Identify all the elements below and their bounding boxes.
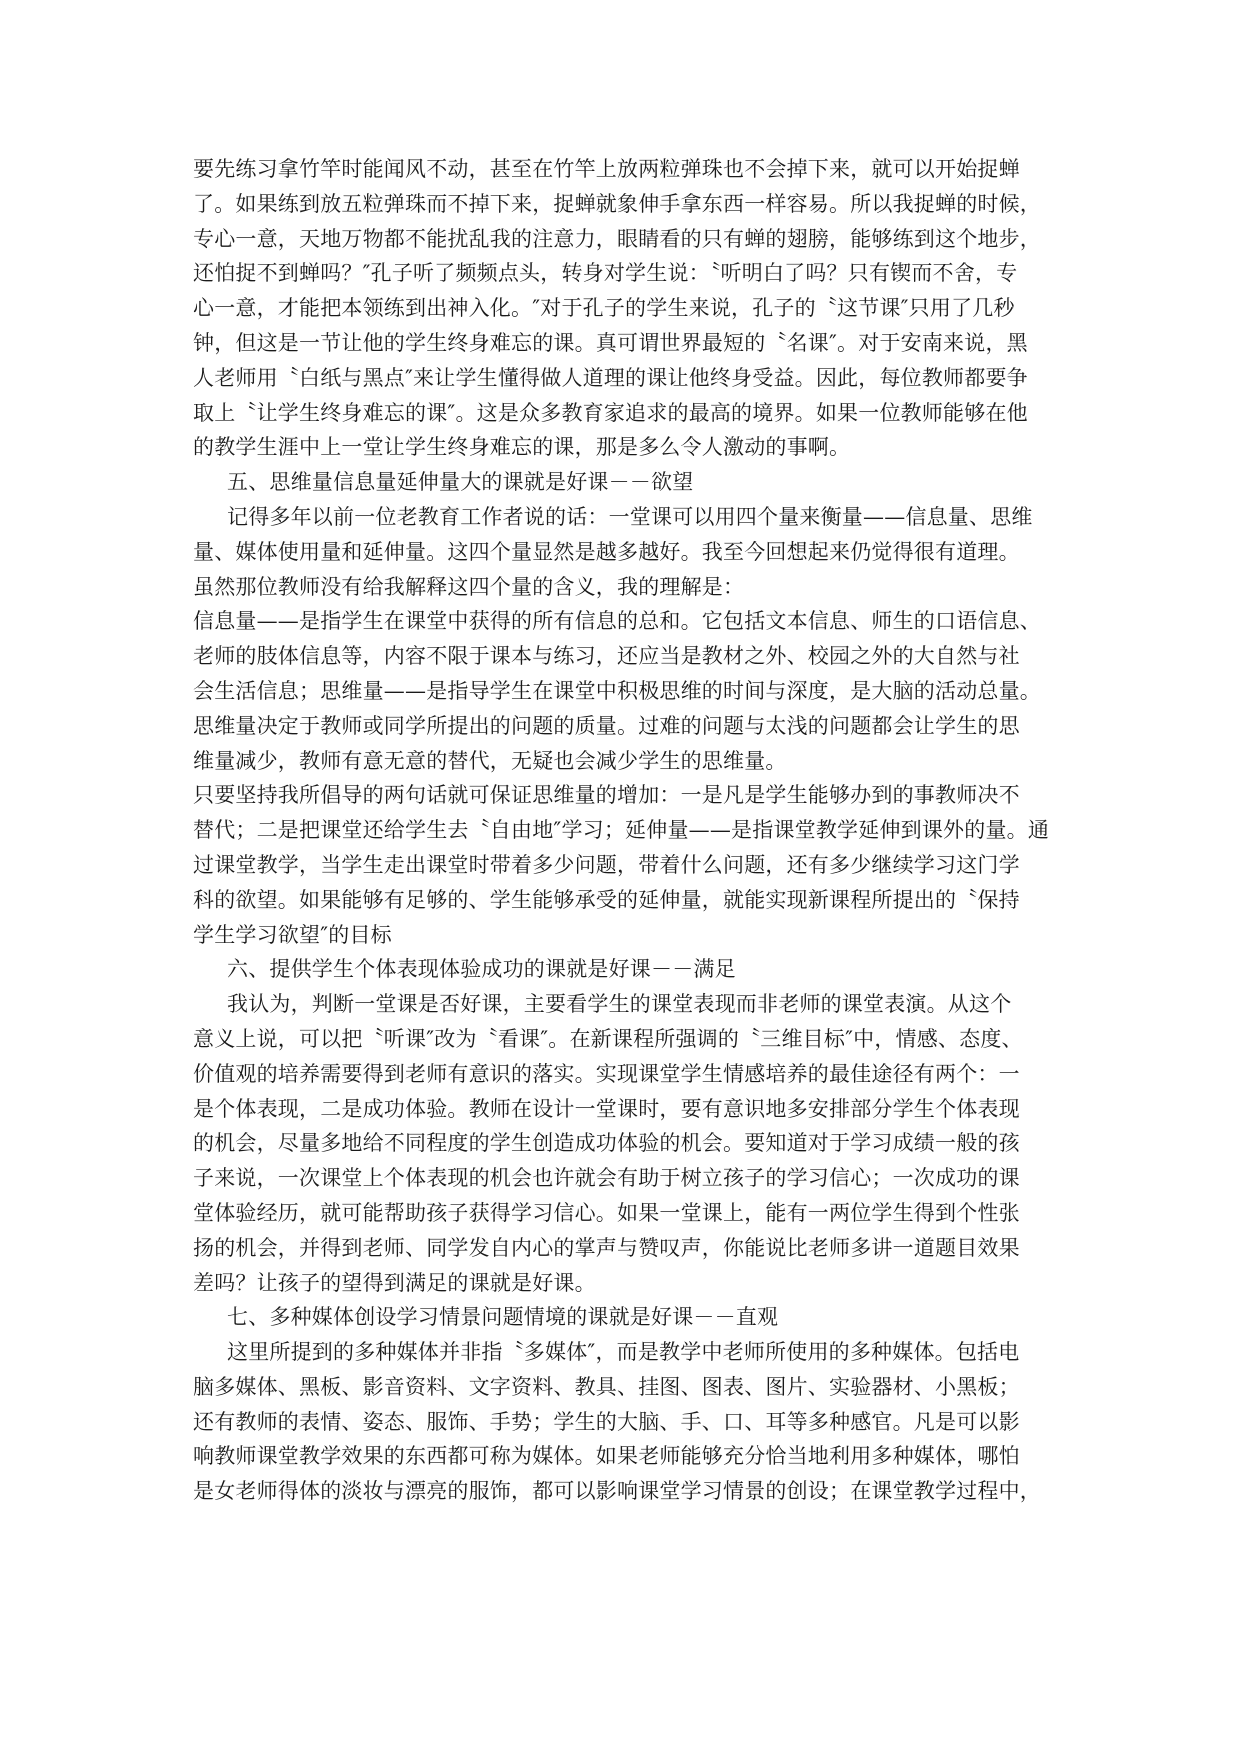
text-line: 了。如果练到放五粒弹珠而不掉下来，捉蝉就象伸手拿东西一样容易。所以我捉蝉的时候， [193, 191, 1041, 216]
text-line: 要先练习拿竹竿时能闻风不动，甚至在竹竿上放两粒弹珠也不会掉下来，就可以开始捉蝉 [193, 157, 1020, 181]
paragraph-start-line: 六、提供学生个体表现体验成功的课就是好课－－满足 [227, 957, 736, 982]
text-line: 价值观的培养需要得到老师有意识的落实。实现课堂学生情感培养的最佳途径有两个：一 [193, 1061, 1020, 1086]
text-line: 会生活信息；思维量——是指导学生在课堂中积极思维的时间与深度，是大脑的活动总量。 [193, 678, 1041, 703]
text-line: 还怕捉不到蝉吗？″孔子听了频频点头，转身对学生说：〝听明白了吗？只有锲而不舍，专 [193, 261, 1018, 286]
text-line: 堂体验经历，就可能帮助孩子获得学习信心。如果一堂课上，能有一两位学生得到个性张 [193, 1200, 1020, 1225]
text-line: 意义上说，可以把〝听课″改为〝看课″。在新课程所强调的〝三维目标″中，情感、态度、 [193, 1026, 1023, 1051]
text-line: 钟，但这是一节让他的学生终身难忘的课。真可谓世界最短的〝名课″。对于安南来说，黑 [193, 330, 1028, 355]
paragraph-start-line: 七、多种媒体创设学习情景问题情境的课就是好课－－直观 [227, 1305, 779, 1330]
paragraph-start-line: 记得多年以前一位老教育工作者说的话：一堂课可以用四个量来衡量——信息量、思维 [227, 504, 1033, 529]
paragraph-start-line: 这里所提到的多种媒体并非指〝多媒体″，而是教学中老师所使用的多种媒体。包括电 [227, 1340, 1020, 1365]
text-line: 的机会，尽量多地给不同程度的学生创造成功体验的机会。要知道对于学习成绩一般的孩 [193, 1131, 1020, 1156]
text-line: 老师的肢体信息等，内容不限于课本与练习，还应当是教材之外、校园之外的大自然与社 [193, 644, 1020, 669]
text-line: 差吗？让孩子的望得到满足的课就是好课。 [193, 1270, 596, 1295]
text-line: 替代；二是把课堂还给学生去〝自由地″学习；延伸量——是指课堂教学延伸到课外的量。通 [193, 818, 1050, 843]
text-line: 信息量——是指学生在课堂中获得的所有信息的总和。它包括文本信息、师生的口语信息、 [193, 609, 1041, 634]
text-line: 脑多媒体、黑板、影音资料、文字资料、教具、挂图、图表、图片、实验器材、小黑板； [193, 1374, 1020, 1399]
text-line: 扬的机会，并得到老师、同学发自内心的掌声与赞叹声，你能说比老师多讲一道题目效果 [193, 1235, 1020, 1260]
document-body [193, 152, 1073, 1509]
text-line: 子来说，一次课堂上个体表现的机会也许就会有助于树立孩子的学习信心；一次成功的课 [193, 1166, 1020, 1191]
text-line: 过课堂教学，当学生走出课堂时带着多少问题，带着什么问题，还有多少继续学习这门学 [193, 852, 1020, 877]
text-line: 取上〝让学生终身难忘的课″。这是众多教育家追求的最高的境界。如果一位教师能够在他 [193, 400, 1028, 425]
text-line: 还有教师的表情、姿态、服饰、手势；学生的大脑、手、口、耳等多种感官。凡是可以影 [193, 1409, 1020, 1434]
text-line: 的教学生涯中上一堂让学生终身难忘的课，那是多么令人激动的事啊。 [193, 435, 851, 460]
text-line: 专心一意，天地万物都不能扰乱我的注意力，眼睛看的只有蝉的翅膀，能够练到这个地步， [193, 226, 1041, 251]
text-line: 是个体表现，二是成功体验。教师在设计一堂课时，要有意识地多安排部分学生个体表现 [193, 1096, 1020, 1121]
text-line: 虽然那位教师没有给我解释这四个量的含义，我的理解是： [193, 574, 745, 599]
paragraph-start-line: 五、思维量信息量延伸量大的课就是好课－－欲望 [227, 470, 694, 495]
text-line: 心一意，才能把本领练到出神入化。″对于孔子的学生来说，孔子的〝这节课″只用了几秒 [193, 296, 1015, 321]
text-line: 响教师课堂教学效果的东西都可称为媒体。如果老师能够充分恰当地利用多种媒体，哪怕 [193, 1444, 1020, 1469]
paragraph-start-line: 我认为，判断一堂课是否好课，主要看学生的课堂表现而非老师的课堂表演。从这个 [227, 992, 1012, 1017]
text-line: 只要坚持我所倡导的两句话就可保证思维量的增加：一是凡是学生能够办到的事教师决不 [193, 783, 1020, 808]
text-line: 人老师用〝白纸与黑点″来让学生懂得做人道理的课让他终身受益。因此，每位教师都要争 [193, 365, 1028, 390]
text-line: 思维量决定于教师或同学所提出的问题的质量。过难的问题与太浅的问题都会让学生的思 [193, 713, 1020, 738]
text-line: 量、媒体使用量和延伸量。这四个量显然是越多越好。我至今回想起来仍觉得很有道理。 [193, 539, 1020, 564]
text-line: 学生学习欲望″的目标 [193, 922, 392, 947]
text-line: 维量减少，教师有意无意的替代，无疑也会减少学生的思维量。 [193, 748, 787, 773]
text-line: 是女老师得体的淡妆与漂亮的服饰，都可以影响课堂学习情景的创设；在课堂教学过程中， [193, 1479, 1041, 1504]
text-line: 科的欲望。如果能够有足够的、学生能够承受的延伸量，就能实现新课程所提出的〝保持 [193, 887, 1020, 912]
